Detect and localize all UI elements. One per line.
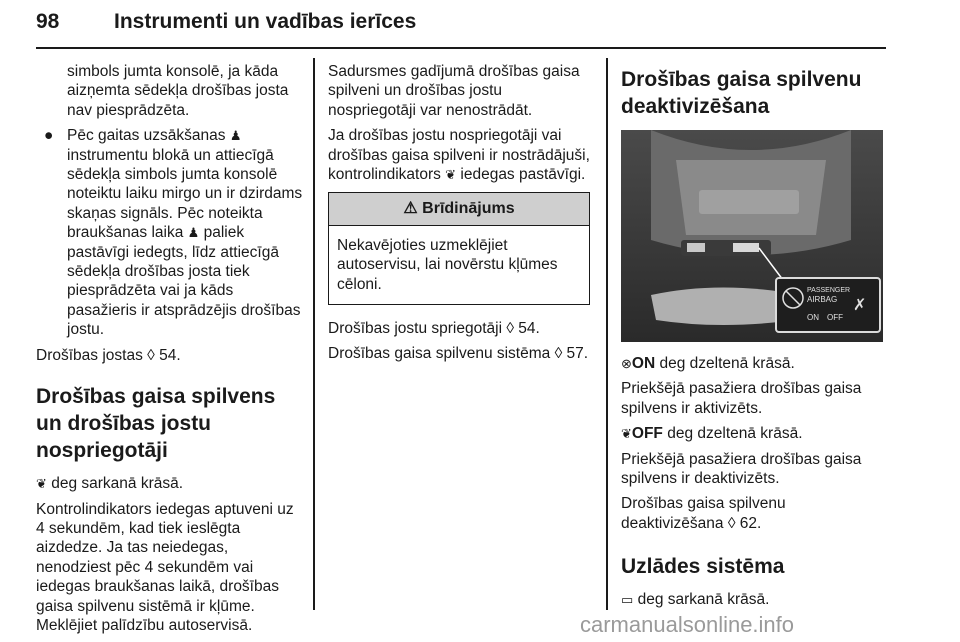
panel-label-off: OFF — [827, 313, 843, 322]
airbag-icon: ❦ — [445, 167, 457, 183]
airbag-icon: ❦ — [36, 476, 47, 492]
paragraph — [621, 424, 887, 443]
column-divider-2 — [606, 58, 608, 610]
cross-reference: Drošības gaisa spilvenu deaktivizēšana ◊ 62. — [621, 495, 786, 532]
seatbelt-icon: ♟ — [229, 128, 242, 144]
bullet-marker: ● — [44, 127, 54, 145]
section-heading: Drošības gaisa spilvenu deaktivizēšana — [621, 68, 862, 118]
on-text: deg dzeltenā krāsā. — [659, 355, 795, 372]
column-divider-1 — [313, 58, 315, 610]
column-1 — [36, 62, 304, 641]
roof-console-photo — [621, 130, 883, 342]
seatbelt-icon: ♟ — [187, 225, 200, 241]
off-label: OFF — [631, 425, 663, 443]
paragraph — [328, 126, 590, 184]
watermark: carmanualsonline.info — [580, 612, 795, 637]
warning-body: Nekavējoties uzmeklējiet autoservisu, lai novērstu kļūmes cēloni. — [337, 236, 558, 293]
bullet-text-a: Pēc gaitas uzsākšanas — [67, 127, 226, 145]
panel-label-on: ON — [807, 313, 819, 322]
paragraph: Sadursmes gadījumā drošības gaisa spilveni un drošības jostu nospriegotāji var nenostrādāt. — [328, 63, 580, 119]
warning-title: Brīdinājums — [422, 200, 515, 218]
header-rule — [36, 47, 886, 49]
paragraph — [621, 354, 887, 373]
paragraph: Kontrolindikators iedegas aptuveni uz 4 sekundēm, kad tiek ieslēgta aizdedze. Ja tas neiedegas, nenodziest pēc 4 sekundēm vai iedegas braukšanas laikā, drošības gaisa spilvenu sistēmā ir kļūme. Meklējiet palīdzību autoservisā. — [36, 500, 294, 634]
paragraph-text-a: Ja drošības jostu nospriegotāji vai drošības gaisa spilveni ir nostrādājuši, kontrolindikators — [328, 127, 590, 184]
paragraph: Priekšējā pasažiera drošības gaisa spilvens ir deaktivizēts. — [621, 450, 862, 488]
off-text: deg dzeltenā krāsā. — [667, 425, 803, 443]
airbag-off-icon: ❦ — [621, 426, 632, 442]
bullet-text-c: paliek pastāvīgi iedegts, līdz attiecīgā sēdekļa drošības josta tiek piesprādzēta vai ja kāds pasažieris ir atsprādzējis drošības jostu. — [67, 224, 301, 339]
airbag-on-icon: ⊗ — [621, 356, 632, 371]
panel-label-airbag: AIRBAG — [807, 295, 838, 304]
airbag-off-icon: ✗ — [853, 295, 867, 314]
cross-reference: Drošības jostas ◊ 54. — [36, 346, 181, 364]
column-2 — [328, 62, 590, 370]
on-label: ON — [631, 355, 656, 372]
paragraph — [36, 474, 304, 493]
paragraph — [621, 590, 887, 609]
column-3 — [621, 62, 887, 616]
warning-triangle-icon: ⚠ — [403, 200, 418, 218]
warning-box — [328, 192, 590, 305]
section-heading: Drošības gaisa spilvens un drošības jostu nospriegotāji — [36, 385, 276, 463]
running-header: Instrumenti un vadības ierīces — [114, 10, 417, 33]
list-item — [36, 126, 304, 339]
panel-label-passenger: PASSENGER — [807, 287, 851, 294]
cross-reference: Drošības gaisa spilvenu sistēma ◊ 57. — [328, 345, 589, 363]
section-heading: Uzlādes sistēma — [621, 555, 785, 579]
indicator-text: deg sarkanā krāsā. — [637, 591, 770, 609]
paragraph: Priekšējā pasažiera drošības gaisa spilvens ir aktivizēts. — [621, 380, 862, 417]
page-number: 98 — [36, 10, 60, 33]
cross-reference: Drošības jostu spriegotāji ◊ 54. — [328, 320, 540, 338]
warning-header — [329, 193, 589, 225]
paragraph-text-b: iedegas pastāvīgi. — [460, 166, 586, 184]
bullet-text-b: instrumentu blokā un attiecīgā sēdekļa simbols jumta konsolē noteiktu laiku mirgo un ir dzirdams skaņas signāls. Pēc noteikta braukšanas laika — [67, 146, 303, 242]
indicator-text: deg sarkanā krāsā. — [51, 475, 184, 493]
paragraph: simbols jumta konsolē, ja kāda aizņemta sēdekļa drošības josta nav piesprādzēta. — [67, 63, 289, 119]
battery-icon: ▭ — [621, 592, 634, 608]
